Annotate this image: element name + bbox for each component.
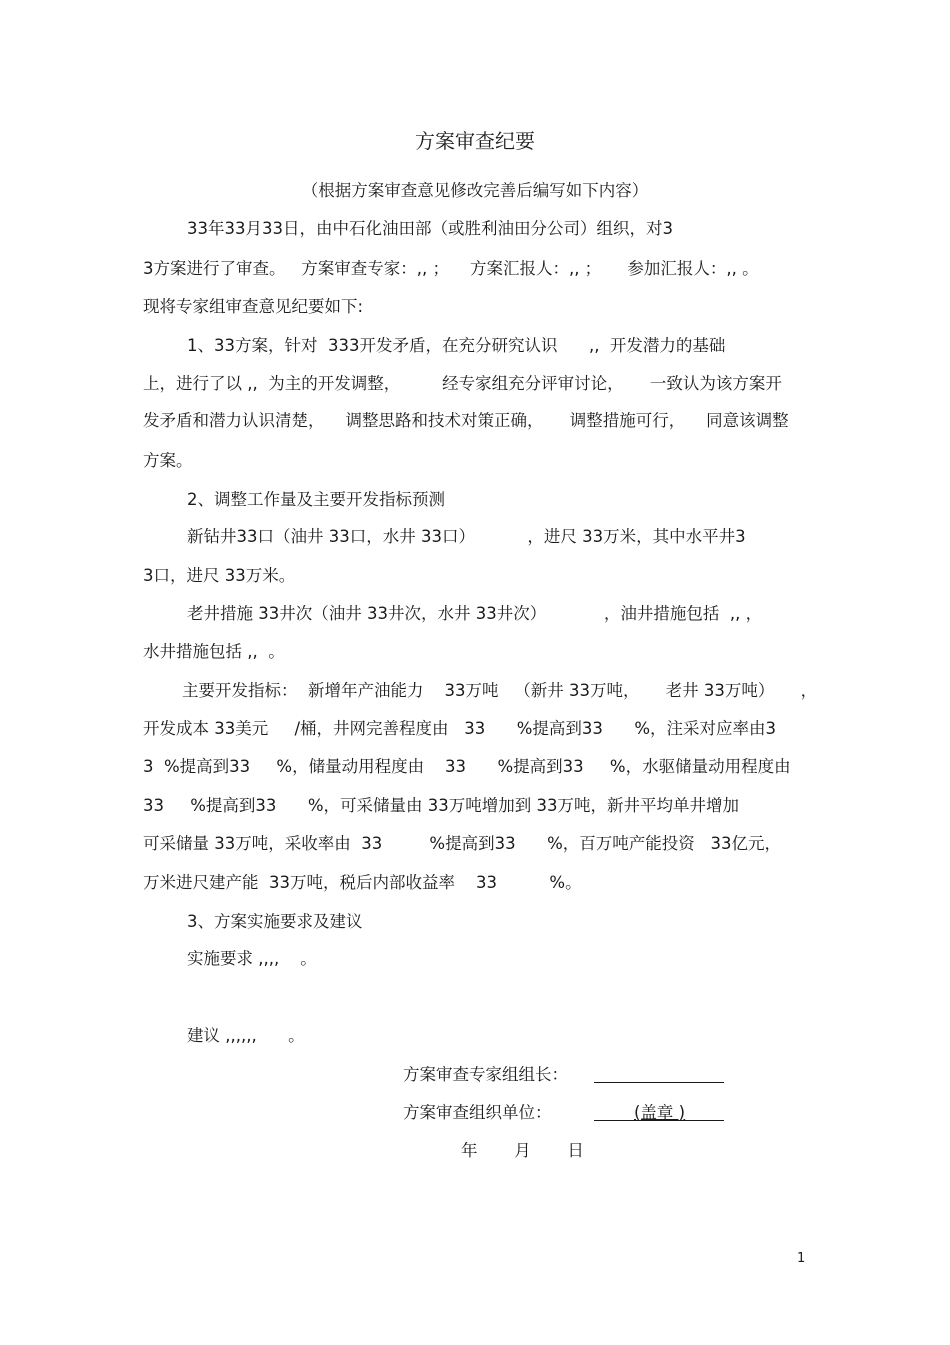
body-line: 发矛盾和潜力认识清楚， 调整思路和技术对策正确， 调整措施可行， 同意该调整 (143, 411, 789, 430)
body-line: 可采储量 33万吨，采收率由 33 %提高到33 %，百万吨产能投资 33亿元， (143, 834, 781, 853)
body-line: 1、33方案，针对 333开发矛盾，在充分研究认识 ,, 开发潜力的基础 (187, 336, 726, 355)
body-line: 万米进尺建产能 33万吨，税后内部收益率 33 %。 (143, 873, 582, 892)
section-heading: 3、方案实施要求及建议 (187, 912, 363, 931)
body-line: 新钻井33口（油井 33口，水井 33口） ，进尺 33万米，其中水平井3 (187, 527, 746, 546)
leader-label: 方案审查专家组组长： (403, 1065, 568, 1084)
seal-text: (盖章 ) (634, 1103, 686, 1122)
body-line: 3 %提高到33 %，储量动用程度由 33 %提高到33 %，水驱储量动用程度由 (143, 757, 791, 776)
body-line: 实施要求 ,,,, 。 (187, 949, 317, 968)
body-line: 现将专家组审查意见纪要如下: (143, 297, 364, 316)
body-line: 老井措施 33井次（油井 33井次，水井 33井次） ，油井措施包括 ,, ， (187, 604, 763, 623)
body-line: 3口，进尺 33万米。 (143, 566, 296, 585)
body-line: 建议 ,,,,,, 。 (187, 1026, 305, 1045)
body-line: 方案。 (143, 451, 193, 470)
body-line: 上，进行了以 ,, 为主的开发调整， 经专家组充分评审讨论， 一致认为该方案开 (143, 374, 782, 393)
org-label: 方案审查组织单位： (403, 1103, 552, 1122)
body-line: 3方案进行了审查。 方案审查专家：,, ； 方案汇报人：,, ； 参加汇报人：,, 。 (143, 259, 759, 278)
document-title: 方案审查纪要 (415, 129, 535, 153)
leader-signature-line (594, 1066, 724, 1083)
body-line: 水井措施包括 ,, 。 (143, 642, 285, 661)
document-subtitle: （根据方案审查意见修改完善后编写如下内容） (301, 181, 649, 200)
body-line: 开发成本 33美元 /桶，井网完善程度由 33 %提高到33 %，注采对应率由3 (143, 719, 777, 738)
body-line: 33 %提高到33 %，可采储量由 33万吨增加到 33万吨，新井平均单井增加 (143, 796, 740, 815)
section-heading: 2、调整工作量及主要开发指标预测 (187, 490, 445, 509)
page-number: 1 (797, 1251, 806, 1266)
body-line: 主要开发指标： 新增年产油能力 33万吨 （新井 33万吨， 老井 33万吨） ， (182, 681, 818, 700)
body-line: 33年33月33日，由中石化油田部（或胜利油田分公司）组织，对3 (187, 219, 673, 238)
date-line: 年 月 日 (461, 1141, 584, 1160)
